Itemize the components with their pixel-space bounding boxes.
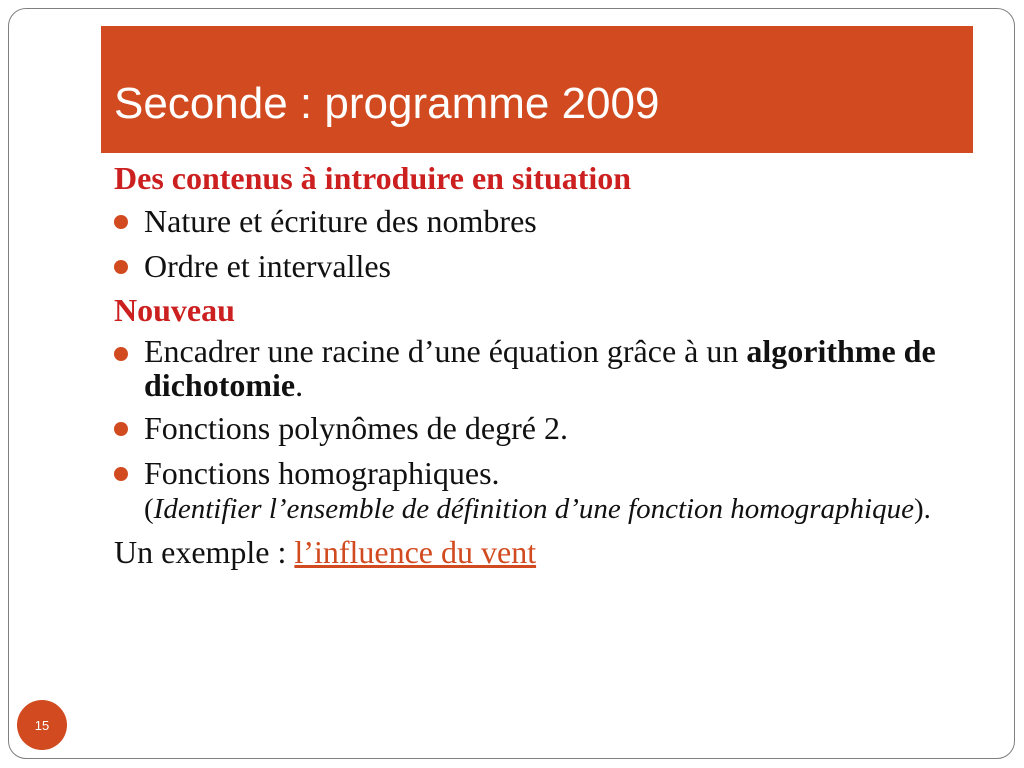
bullet-text: Nature et écriture des nombres: [144, 202, 537, 239]
bullet-bold-text: algorithme de dichotomie: [144, 333, 936, 403]
bullet-item-dichotomie: [114, 335, 954, 402]
bullet-item-polynomes: [114, 410, 954, 447]
bullet-text: Fonctions polynômes de degré 2.: [144, 410, 568, 447]
bullet-subtext: [144, 492, 954, 526]
example-label: Un exemple :: [114, 534, 295, 571]
bullet-italic-text: Identifier l’ensemble de définition d’une fonction homographique: [153, 492, 914, 525]
bullet-dot-icon: [114, 260, 128, 274]
paren-close: ).: [913, 492, 931, 525]
bullet-item-intervalles: [114, 248, 954, 285]
bullet-dot-icon: [114, 422, 128, 436]
slide-content: [114, 160, 954, 571]
bullet-text-end: .: [295, 366, 304, 403]
bullet-item-homographiques: [114, 455, 954, 526]
bullet-dot-icon: [114, 467, 128, 481]
bullet-text: Ordre et intervalles: [144, 247, 391, 284]
bullet-text: Fonctions homographiques.: [144, 455, 500, 492]
example-link[interactable]: l’influence du vent: [294, 534, 537, 571]
bullet-dot-icon: [114, 215, 128, 229]
bullet-dot-icon: [114, 347, 128, 361]
section-heading-nouveau: Nouveau: [114, 292, 235, 329]
slide-number-badge: 15: [17, 700, 67, 750]
paren-open: (: [144, 492, 154, 525]
section-heading-contenus: Des contenus à introduire en situation: [114, 160, 632, 196]
slide-title: Seconde : programme 2009: [114, 79, 660, 128]
bullet-text: Encadrer une racine d’une équation grâce à un: [144, 333, 747, 370]
bullet-item-nombres: [114, 203, 954, 240]
example-line: [114, 534, 954, 571]
